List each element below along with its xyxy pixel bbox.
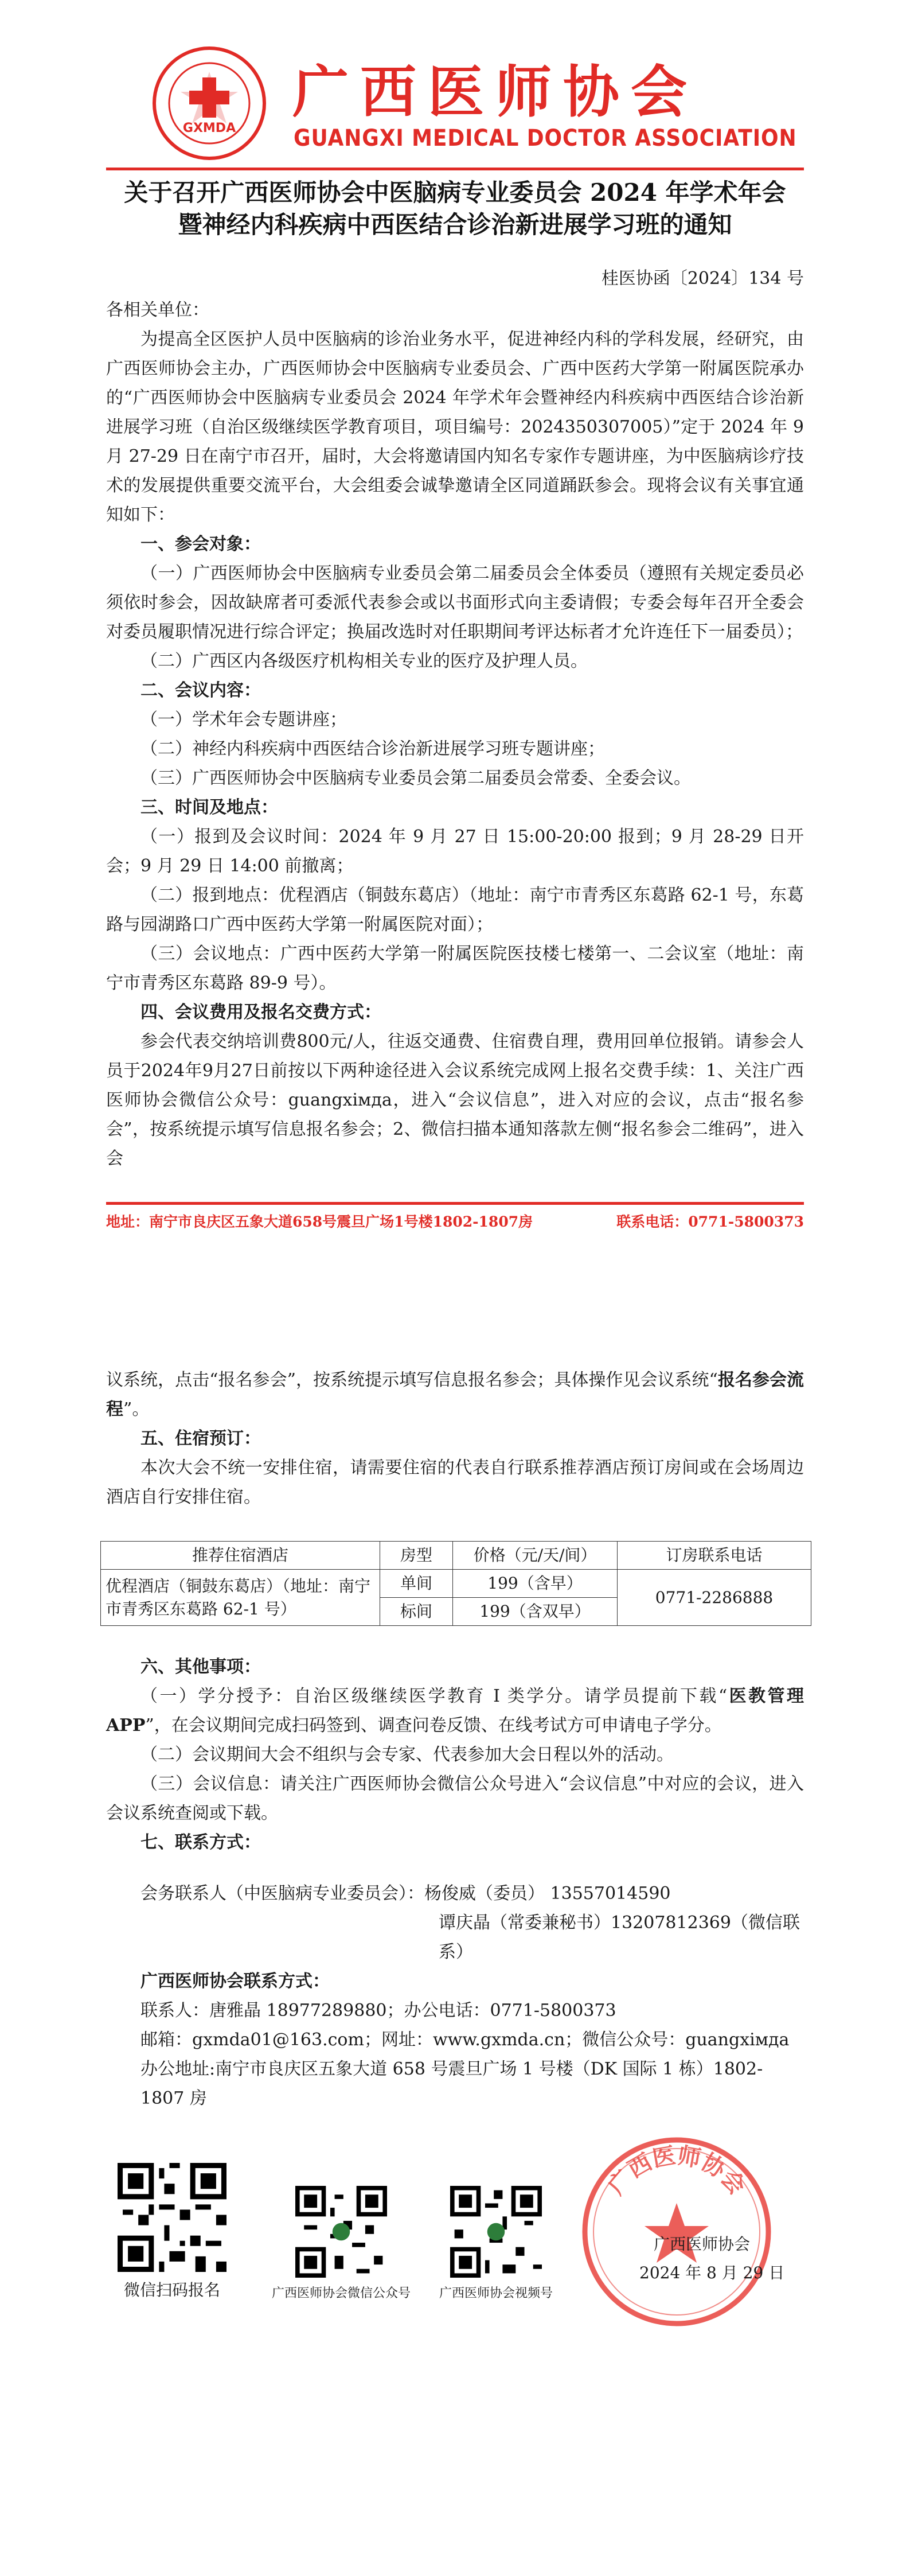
section-6-title: 六、其他事项： (140, 1657, 261, 1677)
seal-text: 广西医师协会 (602, 2142, 751, 2200)
room-type: 单间 (380, 1570, 453, 1598)
qr-video[interactable] (424, 2186, 568, 2301)
section-3-title: 三、时间及地点： (140, 797, 278, 818)
app-name: 医教管理 APP (106, 1686, 804, 1736)
section-4-title: 四、会议费用及报名交费方式： (140, 1002, 381, 1022)
org-name: 广西医师协会 (292, 59, 699, 125)
title-line-1: 关于召开广西医师协会中医脑病专业委员会 2024 年学术年会 (124, 178, 786, 207)
page-2 (0, 1291, 910, 2576)
video-qr-icon[interactable] (450, 2186, 542, 2278)
qr-caption: 微信扫码报名 (123, 2281, 220, 2299)
section-1-title: 一、参会对象： (140, 534, 261, 554)
association-contact-2: 邮箱：gxmda01@163.com；网址：www.gxmda.cn；微信公众号：guangxiмда (140, 2030, 790, 2050)
notice-body-continued (106, 1365, 804, 1512)
signature-date: 2024 年 8 月 29 日 (639, 2263, 785, 2282)
section-3-item-1: （一）报到及会议时间：2024 年 9 月 27 日 15:00-20:00 报到；9 月 28-29 日开会；9 月 29 日 14:00 前撤离； (106, 827, 804, 876)
hotel-name: 优程酒店（铜鼓东葛店）（地址：南宁市青秀区东葛路 62-1 号） (101, 1570, 380, 1626)
signature-org: 广西医师协会 (654, 2235, 751, 2254)
room-type: 标间 (380, 1598, 453, 1626)
hotel-table (100, 1541, 811, 1626)
hotel-table-header (101, 1542, 811, 1570)
credit-text: （一）学分授予：自治区级继续医学教育 I 类学分。请学员提前下载“ (140, 1686, 728, 1706)
committee-contact-1: 会务联系人（中医脑病专业委员会）：杨俊威（委员） 13557014590 (140, 1884, 671, 1904)
association-contact-1: 联系人：唐雅晶 18977289880；办公电话：0771-5800373 (140, 2001, 616, 2021)
room-price: 199（含双早） (453, 1598, 618, 1626)
qr-caption: 广西医师协会视频号 (439, 2286, 553, 2301)
section-2-title: 二、会议内容： (140, 680, 261, 701)
header-room-type: 房型 (380, 1542, 453, 1570)
contact-block (106, 1879, 804, 2113)
registration-flow-link: 报名参会流程 (106, 1370, 804, 1419)
booking-phone: 0771-2286888 (618, 1570, 811, 1626)
section-7-title: 七、联系方式： (140, 1832, 261, 1853)
room-price: 199（含早） (453, 1570, 618, 1598)
section-6-item-2: （二）会议期间大会不组织与会专家、代表参加大会日程以外的活动。 (140, 1745, 674, 1765)
intro-paragraph: 为提高全区医护人员中医脑病的诊治业务水平，促进神经内科的学科发展，经研究，由广西医师协会主办，广西医师协会中医脑病专业委员会、广西中医药大学第一附属医院承办的“广西医师协会中医脑病专业委员会 2024 年学术年会暨神经内科疾病中西医结合诊治新进展学习班（自治区级继续医学教育项目，项目编号：2024350307005）”定于 2024 年 9 月 27-29 日在南宁市召开，届时，大会将邀请国内知名专家作专题讲座，为中医脑病诊疗技术的发展提供重要交流平台，大会组委会诚挚邀请全区同道踊跃参会。现将会议有关事宜通知如下： (106, 329, 804, 525)
section-6-item-3: （三）会议信息：请关注广西医师协会微信公众号进入“会议信息”中对应的会议，进入会议系统查阅或下载。 (106, 1774, 804, 1823)
header-rule (106, 168, 804, 170)
section-6-item-1 (106, 1682, 804, 1740)
footer-address: 地址：南宁市良庆区五象大道658号震旦广场1号楼1802-1807房 (106, 1213, 533, 1230)
registration-qr-icon[interactable] (118, 2163, 226, 2272)
section-2-item-1: （一）学术年会专题讲座； (140, 710, 347, 730)
section-3-item-3: （三）会议地点：广西中医药大学第一附属医院医技楼七楼第一、二会议室（地址：南宁市青秀区东葛路 89-9 号）。 (106, 944, 804, 993)
association-logo (152, 46, 267, 161)
section-4-text-continued (106, 1365, 804, 1424)
section-3-item-2: （二）报到地点：优程酒店（铜鼓东葛店）（地址：南宁市青秀区东葛路 62-1 号，东葛路与园湖路口广西中医药大学第一附属医院对面）； (106, 885, 804, 935)
header-phone: 订房联系电话 (618, 1542, 811, 1570)
header-hotel: 推荐住宿酒店 (101, 1542, 380, 1570)
association-contact-3: 办公地址:南宁市良庆区五象大道 658 号震旦广场 1 号楼（DK 国际 1 栋）1802-1807 房 (140, 2059, 763, 2108)
document-number: 桂医协函〔2024〕134 号 (601, 269, 804, 289)
table-row (101, 1570, 811, 1598)
section-1-item-2: （二）广西区内各级医疗机构相关专业的医疗及护理人员。 (140, 651, 588, 671)
qr-registration[interactable] (115, 2163, 229, 2301)
logo-text: GXMDA (182, 121, 236, 135)
salutation: 各相关单位： (106, 300, 209, 320)
footer-rule (106, 1202, 804, 1205)
registration-text-end: ”。 (123, 1399, 150, 1419)
page-1 (0, 0, 910, 1262)
footer-phone: 联系电话：0771-5800373 (616, 1213, 804, 1230)
section-1-item-1: （一）广西医师协会中医脑病专业委员会第二届委员会全体委员（遵照有关规定委员必须依时参会，因故缺席者可委派代表参会或以书面形式向主委请假；专委会每年召开全委会对委员履职情况进行综合评定；换届改选时对任职期间考评达标者才允许连任下一届委员）； (106, 563, 804, 642)
association-contact-title: 广西医师协会联系方式： (140, 1971, 330, 1991)
title-line-2: 暨神经内科疾病中西医结合诊治新进展学习班的通知 (178, 211, 732, 239)
section-5-title: 五、住宿预订： (140, 1429, 261, 1449)
credit-text-end: ”，在会议期间完成扫码签到、调查问卷反馈、在线考试方可申请电子学分。 (145, 1715, 722, 1736)
section-5-text: 本次大会不统一安排住宿，请需要住宿的代表自行联系推荐酒店预订房间或在会场周边酒店自行安排住宿。 (106, 1458, 804, 1507)
notice-title (106, 177, 804, 241)
wechat-qr-icon[interactable] (295, 2186, 387, 2278)
committee-contact-2: 谭庆晶（常委兼秘书）13207812369（微信联系） (439, 1913, 800, 1962)
other-matters (106, 1652, 804, 1857)
section-2-item-2: （二）神经内科疾病中西医结合诊治新进展学习班专题讲座； (140, 739, 605, 759)
notice-body (106, 295, 804, 1173)
header-price: 价格（元/天/间） (453, 1542, 618, 1570)
qr-wechat[interactable] (270, 2186, 413, 2301)
qr-caption: 广西医师协会微信公众号 (271, 2286, 411, 2301)
section-2-item-3: （三）广西医师协会中医脑病专业委员会第二届委员会常委、全委会议。 (140, 768, 691, 788)
org-name-en: GUANGXI MEDICAL DOCTOR ASSOCIATION (294, 125, 797, 151)
section-4-text: 参会代表交纳培训费800元/人，往返交通费、住宿费自理，费用回单位报销。请参会人员于2024年9月27日前按以下两种途径进入会议系统完成网上报名交费手续：1、关注广西医师协会微信公众号：guangxiмда，进入“会议信息”，进入对应的会议，点击“报名参会”，按系统提示填写信息报名参会；2、微信扫描本通知落款左侧“报名参会二维码”，进入会 (106, 1032, 804, 1169)
registration-text: 议系统，点击“报名参会”，按系统提示填写信息报名参会；具体操作见会议系统“ (106, 1370, 718, 1390)
